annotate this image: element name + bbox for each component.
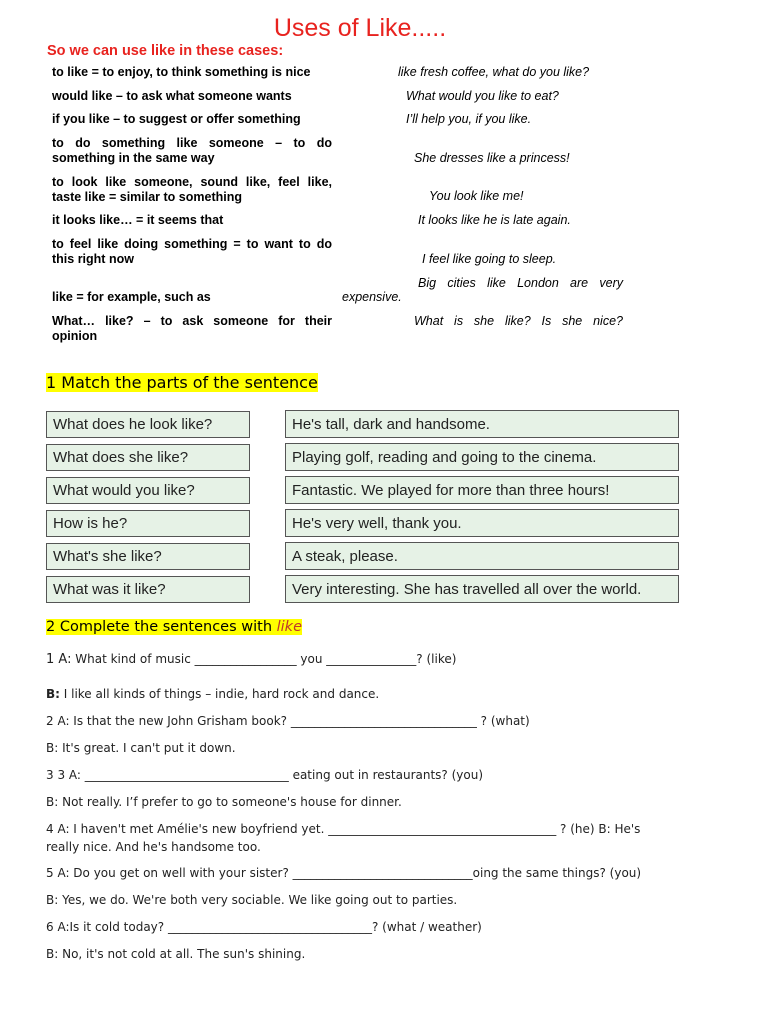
match-left-1[interactable]: What does he look like?	[46, 411, 250, 438]
item1-b-label: B:	[46, 687, 60, 701]
match-right-1[interactable]: He's tall, dark and handsome.	[285, 410, 679, 438]
item1-label: 1 A:	[46, 652, 72, 667]
exercise-line-3b: B: Not really. I’f prefer to go to someone's house for dinner.	[46, 795, 402, 809]
match-left-6[interactable]: What was it like?	[46, 576, 250, 603]
rule-9: What… like? – to ask someone for their opinion	[52, 314, 332, 343]
item1-text: What kind of music _________________ you _______________? (like)	[71, 652, 457, 666]
match-right-3[interactable]: Fantastic. We played for more than three hours!	[285, 476, 679, 504]
exercise-line-6: 6 A:Is it cold today? __________________________________? (what / weather)	[46, 920, 482, 934]
exercise-line-5: 5 A: Do you get on well with your sister? ______________________________oing the same things? (you)	[46, 866, 642, 880]
example-3: I’ll help you, if you like.	[406, 112, 532, 126]
exercise-line-4b: really nice. And he's handsome too.	[46, 840, 261, 854]
example-7: I feel like going to sleep.	[422, 252, 557, 266]
example-8-line2: expensive.	[342, 290, 402, 304]
match-left-3[interactable]: What would you like?	[46, 477, 250, 504]
exercise-line-1b	[46, 685, 379, 703]
match-right-6[interactable]: Very interesting. She has travelled all over the world.	[285, 575, 679, 603]
example-6: It looks like he is late again.	[418, 213, 571, 227]
rule-7: to feel like doing something = to want to do this right now	[52, 237, 332, 266]
rule-3: if you like – to suggest or offer something	[52, 112, 301, 126]
exercise-line-2b: B: It's great. I can't put it down.	[46, 741, 236, 755]
match-left-5[interactable]: What's she like?	[46, 543, 250, 570]
rule-1: to like = to enjoy, to think something is nice	[52, 65, 311, 79]
example-4: She dresses like a princess!	[414, 151, 570, 165]
match-left-2[interactable]: What does she like?	[46, 444, 250, 471]
rule-5: to look like someone, sound like, feel like, taste like = similar to something	[52, 175, 332, 204]
exercise-line-2: 2 A: Is that the new John Grisham book? _______________________________ ? (what)	[46, 714, 530, 728]
subtitle: So we can use like in these cases:	[47, 43, 284, 59]
match-left-4[interactable]: How is he?	[46, 510, 250, 537]
rule-4: to do something like someone – to do something in the same way	[52, 136, 332, 165]
rule-6: it looks like… = it seems that	[52, 213, 224, 227]
example-8-line1: Big cities like London are very	[418, 276, 623, 290]
section2-heading-text: 2 Complete the sentences with	[46, 619, 277, 635]
exercise-line-1	[46, 650, 456, 669]
section2-heading	[46, 619, 302, 635]
example-1: like fresh coffee, what do you like?	[398, 65, 590, 79]
item1-b-text: I like all kinds of things – indie, hard rock and dance.	[59, 687, 380, 701]
match-right-2[interactable]: Playing golf, reading and going to the cinema.	[285, 443, 679, 471]
page-title: Uses of Like.....	[273, 14, 447, 42]
exercise-line-6b: B: No, it's not cold at all. The sun's shining.	[46, 947, 306, 961]
exercise-line-4: 4 A: I haven't met Amélie's new boyfriend yet. ______________________________________ ? (he) B: He's	[46, 822, 641, 836]
section1-heading: 1 Match the parts of the sentence	[46, 373, 318, 392]
exercise-line-3: 3 3 A: __________________________________ eating out in restaurants? (you)	[46, 768, 484, 782]
example-9: What is she like? Is she nice?	[414, 314, 623, 328]
example-5: You look like me!	[429, 189, 524, 203]
exercise-line-5b: B: Yes, we do. We're both very sociable. We like going out to parties.	[46, 893, 458, 907]
example-2: What would you like to eat?	[406, 89, 559, 103]
rule-2: would like – to ask what someone wants	[52, 89, 292, 103]
rule-8: like = for example, such as	[52, 290, 211, 304]
match-right-5[interactable]: A steak, please.	[285, 542, 679, 570]
match-right-4[interactable]: He's very well, thank you.	[285, 509, 679, 537]
section2-heading-like: like	[276, 619, 302, 635]
